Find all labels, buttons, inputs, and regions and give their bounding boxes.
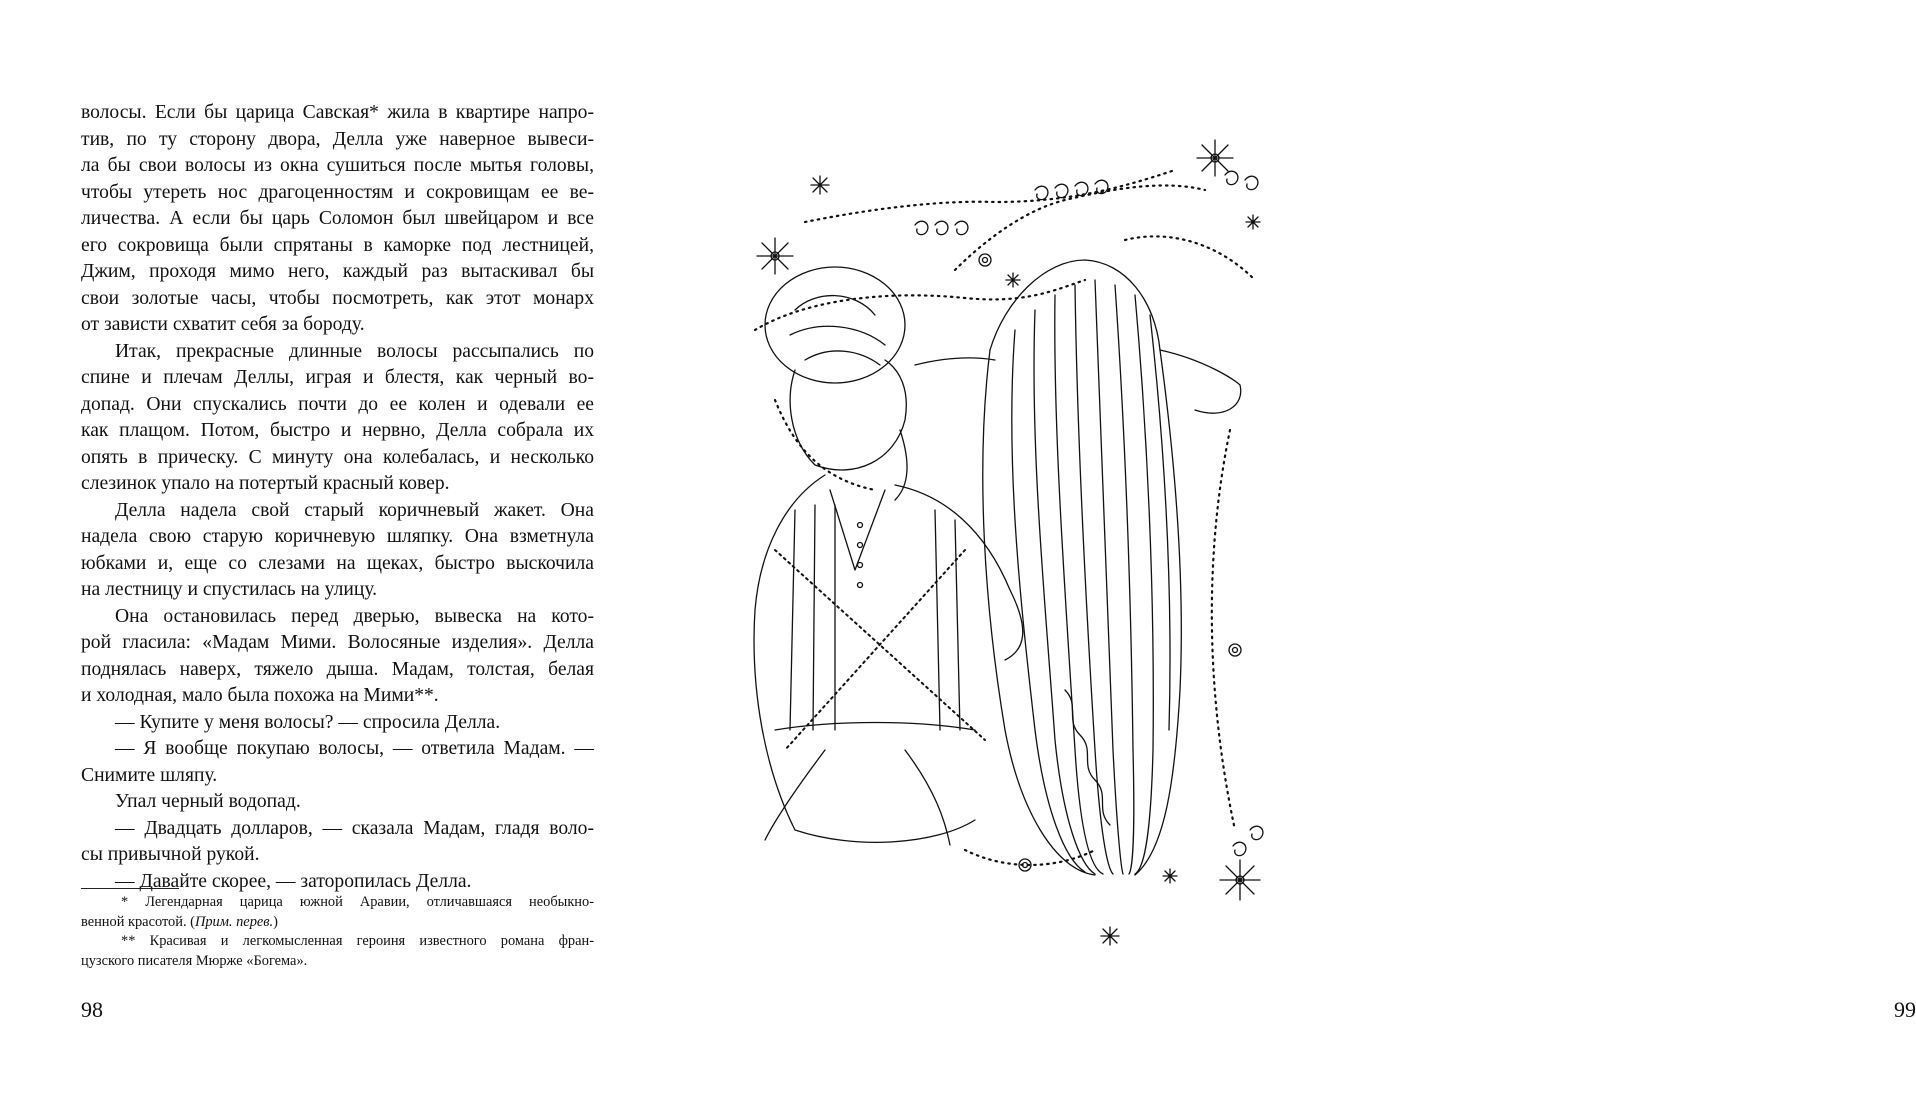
woman-with-bun bbox=[754, 267, 1023, 845]
paragraph bbox=[81, 100, 594, 339]
text-line: поднялась наверх, тяжело дыша. Мадам, толстая, белая bbox=[81, 658, 594, 680]
footnote-1-text: венной красотой. ( bbox=[81, 913, 195, 930]
text-line: юбками и, еще со слезами на щеках, быстро выскочила bbox=[81, 552, 594, 574]
text-line: Она остановилась перед дверью, вывеска на кото- bbox=[115, 605, 594, 627]
paragraph bbox=[81, 339, 594, 498]
footnote-1-line-1: * Легендарная царица южной Аравии, отличавшаяся необыкно- bbox=[121, 894, 594, 910]
text-line: на лестницу и спустилась на улицу. bbox=[81, 579, 378, 600]
text-line: опять в прическу. С минуту она колебалась, и несколько bbox=[81, 446, 594, 468]
paragraph bbox=[81, 498, 594, 604]
right-page bbox=[675, 0, 1916, 1093]
dotted-garlands bbox=[755, 170, 1255, 865]
footnote-1-line-2 bbox=[81, 913, 594, 933]
text-line: ла бы свои волосы из окна сушиться после мытья головы, bbox=[81, 155, 594, 176]
text-line: Итак, прекрасные длинные волосы рассыпались по bbox=[115, 340, 594, 362]
footnote-1-note: Прим. перев. bbox=[194, 913, 274, 930]
footnote-2-line-2: цузского писателя Мюрже «Богема». bbox=[81, 952, 308, 969]
page-number-left: 98 bbox=[81, 997, 103, 1022]
text-line: и холодная, мало была похожа на Мими**. bbox=[81, 685, 439, 706]
illustration-women-long-hair bbox=[735, 130, 1280, 965]
text-line: его сокровища были спрятаны в каморке под лестницей, bbox=[81, 234, 594, 256]
footnote-rule bbox=[81, 888, 179, 889]
footnote-1-close: ) bbox=[273, 913, 278, 930]
paragraph bbox=[81, 816, 594, 869]
text-line: чтобы утереть нос драгоценностям и сокровищам ее ве- bbox=[81, 181, 594, 203]
paragraph bbox=[81, 710, 594, 737]
snowflake-icons bbox=[757, 140, 1260, 945]
text-line: слезинок упало на потертый красный ковер. bbox=[81, 473, 450, 494]
page-number-right: 99 bbox=[1894, 997, 1916, 1022]
swirl-decorations bbox=[915, 171, 1263, 871]
long-haired-woman bbox=[915, 260, 1241, 875]
text-line: Снимите шляпу. bbox=[81, 764, 218, 786]
text-line: — Я вообще покупаю волосы, — ответила Мадам. — bbox=[115, 738, 594, 759]
footnotes bbox=[81, 893, 594, 971]
text-line: Делла надела свой старый коричневый жакет. Она bbox=[115, 499, 594, 521]
text-line: от зависти схватит себя за бороду. bbox=[81, 314, 365, 335]
paragraph bbox=[81, 604, 594, 710]
text-line: волосы. Если бы царица Савская* жила в квартире напро- bbox=[81, 102, 594, 123]
text-line: как плащом. Потом, быстро и нервно, Делла собрала их bbox=[81, 420, 594, 441]
text-line: свои золотые часы, чтобы посмотреть, как этот монарх bbox=[81, 287, 594, 309]
text-line: надела свою старую коричневую шляпку. Она взметнула bbox=[81, 526, 594, 547]
text-line: спине и плечам Деллы, играя и блестя, как черный во- bbox=[81, 367, 594, 388]
text-line: — Давайте скорее, — заторопилась Делла. bbox=[115, 870, 472, 892]
left-page bbox=[0, 0, 675, 1093]
text-line: личества. А если бы царь Соломон был швейцаром и все bbox=[81, 208, 594, 229]
text-line: Упал черный водопад. bbox=[115, 791, 301, 812]
text-line: — Купите у меня волосы? — спросила Делла. bbox=[115, 711, 501, 733]
text-line: сы привычной рукой. bbox=[81, 844, 260, 865]
text-line: допад. Они спускались почти до ее колен и одевали ее bbox=[81, 393, 594, 415]
body-text bbox=[81, 100, 594, 895]
footnote-2-line-1: ** Красивая и легкомысленная героиня известного романа фран- bbox=[121, 933, 594, 949]
paragraph bbox=[81, 736, 594, 789]
text-line: — Двадцать долларов, — сказала Мадам, гладя воло- bbox=[115, 817, 594, 839]
text-line: тив, по ту сторону двора, Делла уже наверное вывеси- bbox=[81, 128, 594, 150]
paragraph bbox=[81, 789, 594, 816]
text-line: рой гласила: «Мадам Мими. Волосяные изделия». Делла bbox=[81, 632, 594, 653]
text-line: Джим, проходя мимо него, каждый раз вытаскивал бы bbox=[81, 261, 594, 282]
paragraph bbox=[81, 869, 594, 896]
